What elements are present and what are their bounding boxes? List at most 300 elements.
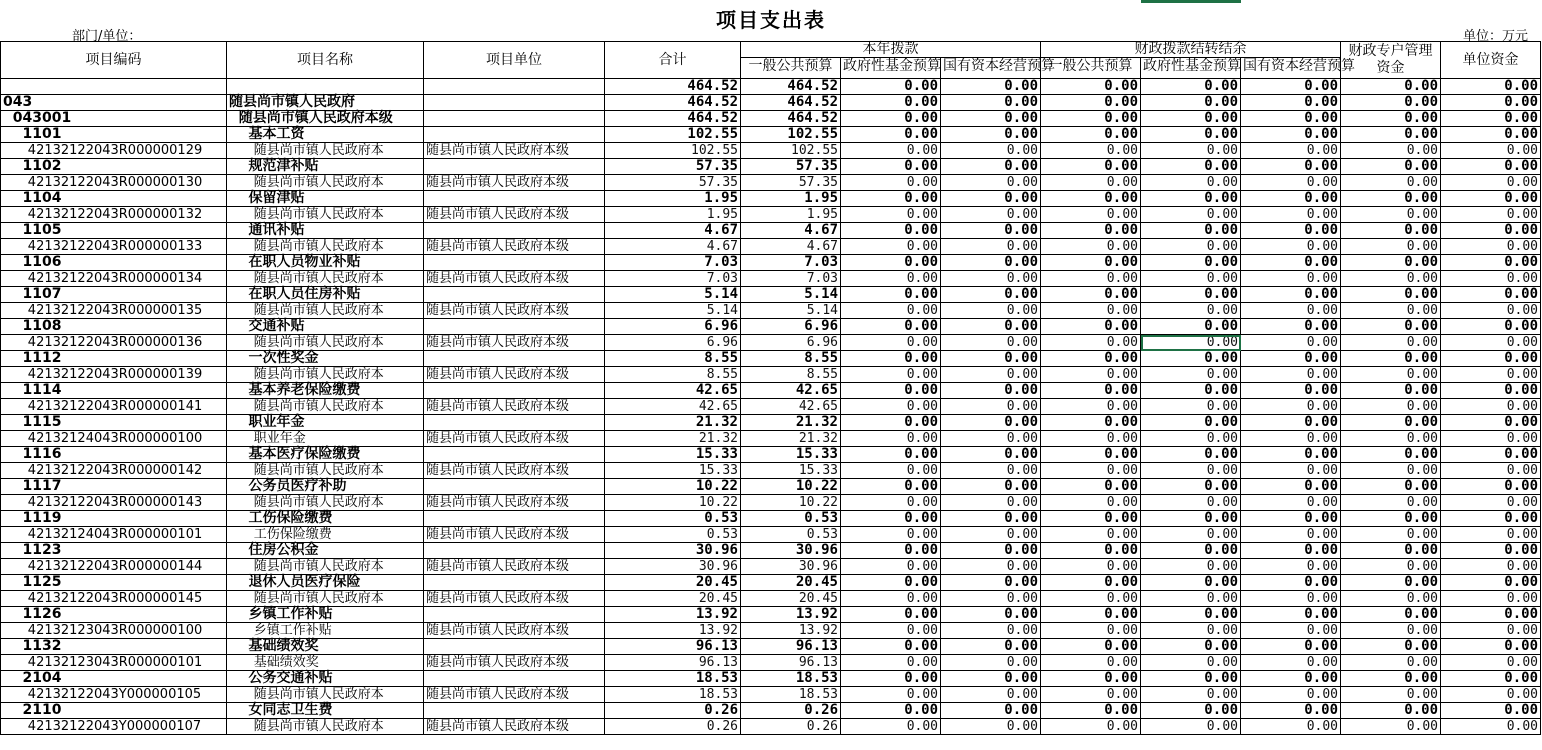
- cell-amount[interactable]: 0.00: [1041, 431, 1141, 447]
- cell-amount[interactable]: 5.14: [605, 303, 741, 319]
- cell-amount[interactable]: 0.00: [841, 511, 941, 527]
- cell-amount[interactable]: 0.00: [841, 671, 941, 687]
- cell-amount[interactable]: 0.00: [941, 495, 1041, 511]
- cell-amount[interactable]: 42.65: [741, 383, 841, 399]
- cell-amount[interactable]: 0.00: [841, 639, 941, 655]
- cell-project-code[interactable]: 1126: [1, 607, 227, 623]
- cell-amount[interactable]: 0.00: [1141, 511, 1241, 527]
- cell-amount[interactable]: 0.26: [605, 703, 741, 719]
- cell-project-code[interactable]: 2104: [1, 671, 227, 687]
- cell-amount[interactable]: 0.00: [1041, 575, 1141, 591]
- cell-project-name[interactable]: 公务交通补贴: [227, 671, 424, 687]
- cell-amount[interactable]: 0.00: [941, 559, 1041, 575]
- cell-project-unit[interactable]: 随县尚市镇人民政府本级: [424, 623, 605, 639]
- cell-project-unit[interactable]: [424, 191, 605, 207]
- cell-amount[interactable]: 20.45: [741, 575, 841, 591]
- cell-amount[interactable]: 0.00: [941, 463, 1041, 479]
- cell-amount[interactable]: 0.00: [1341, 479, 1441, 495]
- cell-amount[interactable]: 0.00: [941, 383, 1041, 399]
- cell-amount[interactable]: 4.67: [741, 223, 841, 239]
- cell-amount[interactable]: 57.35: [741, 175, 841, 191]
- cell-amount[interactable]: 0.00: [1041, 527, 1141, 543]
- cell-amount[interactable]: 0.00: [841, 223, 941, 239]
- cell-amount[interactable]: 0.00: [941, 511, 1041, 527]
- cell-amount[interactable]: 0.00: [1341, 527, 1441, 543]
- cell-amount[interactable]: 20.45: [605, 575, 741, 591]
- cell-amount[interactable]: 1.95: [741, 207, 841, 223]
- cell-amount[interactable]: 96.13: [605, 639, 741, 655]
- cell-project-code[interactable]: 1125: [1, 575, 227, 591]
- cell-amount[interactable]: 0.00: [941, 223, 1041, 239]
- cell-amount[interactable]: 0.00: [1141, 639, 1241, 655]
- cell-project-name[interactable]: 随县尚市镇人民政府本: [227, 719, 424, 735]
- cell-amount[interactable]: 0.00: [1041, 639, 1141, 655]
- cell-amount[interactable]: 30.96: [741, 559, 841, 575]
- cell-amount[interactable]: 0.00: [941, 639, 1041, 655]
- cell-project-name[interactable]: 随县尚市镇人民政府本: [227, 335, 424, 351]
- cell-amount[interactable]: 0.00: [1141, 703, 1241, 719]
- cell-amount[interactable]: 0.00: [1041, 223, 1141, 239]
- cell-amount[interactable]: 0.00: [841, 543, 941, 559]
- cell-project-name[interactable]: 女同志卫生费: [227, 703, 424, 719]
- cell-amount[interactable]: 0.00: [1441, 111, 1541, 127]
- cell-amount[interactable]: 0.00: [1041, 447, 1141, 463]
- cell-amount[interactable]: 5.14: [741, 303, 841, 319]
- cell-project-code[interactable]: 1112: [1, 351, 227, 367]
- cell-amount[interactable]: 30.96: [605, 543, 741, 559]
- cell-amount[interactable]: 15.33: [741, 447, 841, 463]
- cell-amount[interactable]: 0.00: [1041, 175, 1141, 191]
- cell-amount[interactable]: 0.00: [1241, 399, 1341, 415]
- cell-amount[interactable]: 0.00: [1341, 207, 1441, 223]
- cell-amount[interactable]: 0.00: [1141, 655, 1241, 671]
- cell-project-unit[interactable]: 随县尚市镇人民政府本级: [424, 207, 605, 223]
- cell-amount[interactable]: 0.00: [1041, 383, 1141, 399]
- cell-project-name[interactable]: 退休人员医疗保险: [227, 575, 424, 591]
- cell-amount[interactable]: 0.00: [1041, 591, 1141, 607]
- cell-amount[interactable]: 0.00: [1441, 687, 1541, 703]
- cell-amount[interactable]: 0.00: [1041, 655, 1141, 671]
- cell-project-code[interactable]: 1107: [1, 287, 227, 303]
- cell-project-name[interactable]: 随县尚市镇人民政府本: [227, 207, 424, 223]
- cell-amount[interactable]: 0.00: [1441, 383, 1541, 399]
- cell-amount[interactable]: 0.00: [941, 207, 1041, 223]
- cell-project-code[interactable]: 1114: [1, 383, 227, 399]
- cell-amount[interactable]: 0.00: [941, 623, 1041, 639]
- cell-project-unit[interactable]: [424, 415, 605, 431]
- cell-amount[interactable]: 21.32: [741, 431, 841, 447]
- cell-project-code[interactable]: 42132122043Y000000107: [1, 719, 227, 735]
- cell-project-unit[interactable]: [424, 287, 605, 303]
- cell-amount[interactable]: 0.00: [841, 719, 941, 735]
- cell-amount[interactable]: 0.00: [1041, 687, 1141, 703]
- cell-amount[interactable]: 0.00: [1041, 463, 1141, 479]
- cell-amount[interactable]: 0.00: [941, 351, 1041, 367]
- cell-amount[interactable]: 0.00: [1241, 175, 1341, 191]
- cell-amount[interactable]: 0.00: [841, 367, 941, 383]
- cell-project-name[interactable]: 随县尚市镇人民政府本: [227, 367, 424, 383]
- cell-amount[interactable]: 0.00: [1341, 351, 1441, 367]
- cell-project-unit[interactable]: 随县尚市镇人民政府本级: [424, 655, 605, 671]
- cell-amount[interactable]: 6.96: [741, 319, 841, 335]
- cell-amount[interactable]: 42.65: [605, 399, 741, 415]
- cell-project-name[interactable]: 乡镇工作补贴: [227, 623, 424, 639]
- cell-amount[interactable]: 0.00: [1141, 111, 1241, 127]
- cell-amount[interactable]: 0.00: [1041, 719, 1141, 735]
- header-general-public-budget[interactable]: 一般公共预算: [741, 58, 841, 79]
- cell-amount[interactable]: 0.00: [1041, 191, 1141, 207]
- cell-amount[interactable]: 0.00: [1041, 239, 1141, 255]
- cell-project-unit[interactable]: 随县尚市镇人民政府本级: [424, 239, 605, 255]
- cell-amount[interactable]: 96.13: [741, 655, 841, 671]
- cell-amount[interactable]: 21.32: [605, 431, 741, 447]
- cell-amount[interactable]: 0.00: [1241, 543, 1341, 559]
- cell-project-name[interactable]: 一次性奖金: [227, 351, 424, 367]
- cell-amount[interactable]: 0.00: [1341, 719, 1441, 735]
- cell-amount[interactable]: 96.13: [605, 655, 741, 671]
- cell-amount[interactable]: 0.00: [1241, 431, 1341, 447]
- cell-amount[interactable]: 0.00: [941, 655, 1041, 671]
- cell-amount[interactable]: 0.00: [1241, 223, 1341, 239]
- cell-project-name[interactable]: 随县尚市镇人民政府本: [227, 687, 424, 703]
- cell-amount[interactable]: 0.00: [1041, 271, 1141, 287]
- cell-amount[interactable]: 0.00: [841, 143, 941, 159]
- cell-amount[interactable]: 0.00: [1141, 255, 1241, 271]
- cell-amount[interactable]: 20.45: [605, 591, 741, 607]
- cell-amount[interactable]: 0.00: [1441, 671, 1541, 687]
- cell-project-name[interactable]: 基本医疗保险缴费: [227, 447, 424, 463]
- cell-amount[interactable]: 0.00: [841, 191, 941, 207]
- cell-project-unit[interactable]: [424, 607, 605, 623]
- cell-amount[interactable]: 0.00: [1441, 415, 1541, 431]
- cell-project-code[interactable]: 42132122043Y000000105: [1, 687, 227, 703]
- cell-amount[interactable]: 0.00: [941, 239, 1041, 255]
- cell-amount[interactable]: 0.00: [1041, 703, 1141, 719]
- cell-amount[interactable]: 0.00: [1241, 607, 1341, 623]
- cell-amount[interactable]: 0.00: [841, 399, 941, 415]
- cell-amount[interactable]: 0.00: [1141, 399, 1241, 415]
- cell-amount[interactable]: 0.00: [1441, 463, 1541, 479]
- cell-amount[interactable]: 0.00: [841, 271, 941, 287]
- cell-amount[interactable]: 0.00: [1141, 431, 1241, 447]
- cell-project-code[interactable]: 42132122043R000000133: [1, 239, 227, 255]
- cell-amount[interactable]: 0.00: [1441, 511, 1541, 527]
- cell-amount[interactable]: 7.03: [741, 255, 841, 271]
- cell-amount[interactable]: 0.00: [1341, 287, 1441, 303]
- cell-project-code[interactable]: 1102: [1, 159, 227, 175]
- cell-amount[interactable]: 57.35: [605, 175, 741, 191]
- cell-amount[interactable]: 102.55: [605, 143, 741, 159]
- cell-project-name[interactable]: 随县尚市镇人民政府本: [227, 559, 424, 575]
- cell-project-unit[interactable]: [424, 223, 605, 239]
- cell-amount[interactable]: 0.00: [1441, 159, 1541, 175]
- cell-amount[interactable]: 0.00: [1141, 463, 1241, 479]
- cell-amount[interactable]: 0.00: [1141, 591, 1241, 607]
- cell-project-name[interactable]: 随县尚市镇人民政府本: [227, 175, 424, 191]
- cell-amount[interactable]: 0.00: [1141, 623, 1241, 639]
- cell-project-name[interactable]: 通讯补贴: [227, 223, 424, 239]
- cell-amount[interactable]: 0.00: [941, 415, 1041, 431]
- cell-amount[interactable]: 0.00: [1041, 319, 1141, 335]
- cell-project-unit[interactable]: 随县尚市镇人民政府本级: [424, 367, 605, 383]
- cell-amount[interactable]: 0.00: [1441, 703, 1541, 719]
- cell-amount[interactable]: 0.00: [841, 607, 941, 623]
- cell-amount[interactable]: 0.00: [1341, 303, 1441, 319]
- cell-amount[interactable]: 0.00: [1441, 559, 1541, 575]
- cell-amount[interactable]: 0.00: [841, 127, 941, 143]
- cell-amount[interactable]: 10.22: [741, 479, 841, 495]
- cell-amount[interactable]: 8.55: [605, 367, 741, 383]
- cell-project-name[interactable]: 职业年金: [227, 415, 424, 431]
- cell-amount[interactable]: 0.00: [1441, 271, 1541, 287]
- cell-amount[interactable]: 0.00: [1141, 719, 1241, 735]
- cell-amount[interactable]: 0.00: [1441, 399, 1541, 415]
- cell-amount[interactable]: 0.00: [1041, 143, 1141, 159]
- cell-amount[interactable]: 0.00: [1341, 495, 1441, 511]
- cell-amount[interactable]: 0.53: [741, 511, 841, 527]
- cell-amount[interactable]: 464.52: [741, 79, 841, 95]
- cell-project-name[interactable]: 随县尚市镇人民政府: [227, 95, 424, 111]
- cell-project-code[interactable]: 1106: [1, 255, 227, 271]
- cell-project-name[interactable]: 随县尚市镇人民政府本: [227, 239, 424, 255]
- cell-amount[interactable]: 0.00: [1341, 367, 1441, 383]
- cell-amount[interactable]: 0.00: [941, 303, 1041, 319]
- cell-project-code[interactable]: 1104: [1, 191, 227, 207]
- header-current-year-allocation[interactable]: 本年拨款: [741, 42, 1041, 58]
- cell-amount[interactable]: 0.00: [1341, 687, 1441, 703]
- cell-amount[interactable]: 102.55: [741, 143, 841, 159]
- cell-amount[interactable]: 0.00: [1441, 351, 1541, 367]
- cell-amount[interactable]: 0.00: [1241, 495, 1341, 511]
- cell-amount[interactable]: 0.00: [1241, 319, 1341, 335]
- cell-project-name[interactable]: 随县尚市镇人民政府本: [227, 463, 424, 479]
- cell-amount[interactable]: 0.00: [941, 607, 1041, 623]
- cell-project-name[interactable]: 基本养老保险缴费: [227, 383, 424, 399]
- cell-amount[interactable]: 0.00: [1441, 239, 1541, 255]
- cell-project-name[interactable]: 工伤保险缴费: [227, 527, 424, 543]
- cell-amount[interactable]: 0.53: [741, 527, 841, 543]
- cell-project-unit[interactable]: [424, 671, 605, 687]
- cell-project-code[interactable]: 42132122043R000000134: [1, 271, 227, 287]
- cell-amount[interactable]: 15.33: [741, 463, 841, 479]
- cell-project-unit[interactable]: 随县尚市镇人民政府本级: [424, 495, 605, 511]
- cell-amount[interactable]: 0.00: [841, 559, 941, 575]
- cell-amount[interactable]: 42.65: [605, 383, 741, 399]
- cell-project-code[interactable]: 42132122043R000000136: [1, 335, 227, 351]
- cell-project-code[interactable]: 1108: [1, 319, 227, 335]
- cell-amount[interactable]: 8.55: [605, 351, 741, 367]
- cell-amount[interactable]: 0.00: [1341, 159, 1441, 175]
- cell-amount[interactable]: 102.55: [741, 127, 841, 143]
- cell-project-code[interactable]: 42132122043R000000130: [1, 175, 227, 191]
- cell-amount[interactable]: 0.00: [1041, 479, 1141, 495]
- header-total[interactable]: 合计: [605, 42, 741, 79]
- cell-project-unit[interactable]: [424, 543, 605, 559]
- cell-project-name[interactable]: 随县尚市镇人民政府本: [227, 591, 424, 607]
- cell-project-unit[interactable]: 随县尚市镇人民政府本级: [424, 335, 605, 351]
- cell-amount[interactable]: 0.00: [1241, 559, 1341, 575]
- header-special-account-funds[interactable]: 财政专户管理资金: [1341, 42, 1441, 79]
- cell-amount[interactable]: 0.00: [1441, 479, 1541, 495]
- cell-amount[interactable]: 0.00: [1341, 271, 1441, 287]
- cell-amount[interactable]: 0.00: [1441, 431, 1541, 447]
- cell-amount[interactable]: 0.00: [1341, 415, 1441, 431]
- cell-amount[interactable]: 8.55: [741, 351, 841, 367]
- cell-amount[interactable]: 0.53: [605, 511, 741, 527]
- cell-amount[interactable]: 0.00: [1241, 479, 1341, 495]
- cell-amount[interactable]: 18.53: [605, 687, 741, 703]
- cell-amount[interactable]: 0.00: [1341, 703, 1441, 719]
- cell-amount[interactable]: 0.00: [841, 319, 941, 335]
- cell-amount[interactable]: 18.53: [741, 671, 841, 687]
- cell-amount[interactable]: 0.00: [1141, 159, 1241, 175]
- cell-amount[interactable]: 57.35: [741, 159, 841, 175]
- cell-amount[interactable]: 0.00: [841, 351, 941, 367]
- cell-amount[interactable]: 0.00: [1241, 383, 1341, 399]
- cell-project-code[interactable]: 42132123043R000000100: [1, 623, 227, 639]
- cell-amount[interactable]: 0.00: [1341, 239, 1441, 255]
- cell-project-name[interactable]: 住房公积金: [227, 543, 424, 559]
- cell-project-name[interactable]: 交通补贴: [227, 319, 424, 335]
- cell-amount[interactable]: 0.26: [741, 719, 841, 735]
- cell-amount[interactable]: 7.03: [741, 271, 841, 287]
- cell-project-name[interactable]: 乡镇工作补贴: [227, 607, 424, 623]
- cell-amount[interactable]: 0.00: [1441, 207, 1541, 223]
- cell-amount[interactable]: 0.00: [941, 479, 1041, 495]
- cell-amount[interactable]: 0.00: [841, 575, 941, 591]
- cell-project-code[interactable]: 043: [1, 95, 227, 111]
- cell-project-name[interactable]: 基础绩效奖: [227, 655, 424, 671]
- header-carryover-state-capital-budget[interactable]: 国有资本经营预算: [1241, 58, 1341, 79]
- cell-amount[interactable]: 0.00: [1241, 335, 1341, 351]
- cell-amount[interactable]: 0.00: [941, 399, 1041, 415]
- cell-amount[interactable]: 0.00: [941, 575, 1041, 591]
- cell-amount[interactable]: 0.00: [1441, 655, 1541, 671]
- header-carryover-balance[interactable]: 财政拨款结转结余: [1041, 42, 1341, 58]
- cell-project-name[interactable]: 在职人员住房补贴: [227, 287, 424, 303]
- cell-amount[interactable]: 0.00: [1341, 95, 1441, 111]
- cell-amount[interactable]: 10.22: [605, 495, 741, 511]
- cell-project-unit[interactable]: [424, 255, 605, 271]
- cell-project-unit[interactable]: [424, 511, 605, 527]
- cell-project-code[interactable]: 42132124043R000000101: [1, 527, 227, 543]
- cell-project-unit[interactable]: 随县尚市镇人民政府本级: [424, 143, 605, 159]
- cell-amount[interactable]: 0.00: [1341, 175, 1441, 191]
- cell-amount[interactable]: 0.00: [1141, 367, 1241, 383]
- cell-project-code[interactable]: 42132123043R000000101: [1, 655, 227, 671]
- cell-amount[interactable]: 0.00: [1341, 591, 1441, 607]
- cell-amount[interactable]: 0.00: [1341, 463, 1441, 479]
- cell-amount[interactable]: 0.00: [841, 655, 941, 671]
- cell-amount[interactable]: 0.00: [941, 367, 1041, 383]
- cell-amount[interactable]: 0.00: [1341, 559, 1441, 575]
- cell-amount[interactable]: 13.92: [741, 623, 841, 639]
- cell-amount[interactable]: 0.00: [1241, 719, 1341, 735]
- cell-amount[interactable]: 102.55: [605, 127, 741, 143]
- cell-amount[interactable]: 0.00: [1241, 191, 1341, 207]
- cell-amount[interactable]: 0.00: [1041, 207, 1141, 223]
- cell-amount[interactable]: 0.00: [941, 335, 1041, 351]
- cell-amount[interactable]: 0.00: [1041, 559, 1141, 575]
- cell-amount[interactable]: 0.00: [841, 303, 941, 319]
- cell-amount[interactable]: 20.45: [741, 591, 841, 607]
- cell-amount[interactable]: 0.00: [1241, 415, 1341, 431]
- cell-amount[interactable]: 0.00: [841, 447, 941, 463]
- cell-amount[interactable]: 10.22: [605, 479, 741, 495]
- cell-amount[interactable]: 0.00: [841, 159, 941, 175]
- cell-amount[interactable]: 0.00: [1441, 495, 1541, 511]
- cell-project-name[interactable]: 随县尚市镇人民政府本: [227, 303, 424, 319]
- cell-project-code[interactable]: 2110: [1, 703, 227, 719]
- cell-project-name[interactable]: 随县尚市镇人民政府本: [227, 399, 424, 415]
- cell-amount[interactable]: 0.00: [1341, 335, 1441, 351]
- cell-amount[interactable]: 0.00: [941, 319, 1041, 335]
- cell-amount[interactable]: 0.00: [1041, 159, 1141, 175]
- cell-amount[interactable]: 0.00: [1241, 79, 1341, 95]
- cell-project-unit[interactable]: 随县尚市镇人民政府本级: [424, 719, 605, 735]
- cell-amount[interactable]: 0.00: [1041, 607, 1141, 623]
- cell-amount[interactable]: 0.00: [1041, 399, 1141, 415]
- cell-amount[interactable]: 0.00: [841, 687, 941, 703]
- header-carryover-general-public-budget[interactable]: 一般公共预算: [1041, 58, 1141, 79]
- cell-amount[interactable]: 0.00: [1041, 95, 1141, 111]
- cell-amount[interactable]: 0.00: [1241, 655, 1341, 671]
- cell-amount[interactable]: 0.00: [1441, 639, 1541, 655]
- cell-project-unit[interactable]: [424, 351, 605, 367]
- cell-amount[interactable]: 0.00: [1041, 255, 1141, 271]
- cell-amount[interactable]: 464.52: [741, 111, 841, 127]
- cell-project-code[interactable]: 1115: [1, 415, 227, 431]
- cell-amount[interactable]: 0.00: [841, 623, 941, 639]
- cell-amount[interactable]: 0.00: [941, 591, 1041, 607]
- cell-amount[interactable]: 0.00: [1441, 367, 1541, 383]
- cell-project-name[interactable]: 随县尚市镇人民政府本: [227, 495, 424, 511]
- cell-project-unit[interactable]: 随县尚市镇人民政府本级: [424, 591, 605, 607]
- cell-amount[interactable]: 0.00: [1041, 335, 1141, 351]
- cell-amount[interactable]: 0.00: [1341, 575, 1441, 591]
- cell-project-unit[interactable]: 随县尚市镇人民政府本级: [424, 527, 605, 543]
- cell-amount[interactable]: 21.32: [741, 415, 841, 431]
- cell-amount[interactable]: 0.00: [1041, 367, 1141, 383]
- cell-amount[interactable]: 0.00: [1441, 335, 1541, 351]
- cell-amount[interactable]: 0.00: [841, 335, 941, 351]
- cell-amount[interactable]: 0.00: [1141, 671, 1241, 687]
- cell-amount[interactable]: 0.00: [1141, 79, 1241, 95]
- cell-amount[interactable]: 0.00: [1241, 463, 1341, 479]
- cell-amount[interactable]: 0.00: [1141, 543, 1241, 559]
- cell-project-code[interactable]: 42132122043R000000141: [1, 399, 227, 415]
- cell-amount[interactable]: 0.00: [941, 127, 1041, 143]
- cell-project-code[interactable]: 1101: [1, 127, 227, 143]
- cell-amount[interactable]: 0.00: [1441, 191, 1541, 207]
- cell-amount[interactable]: 0.00: [1441, 575, 1541, 591]
- cell-project-unit[interactable]: [424, 111, 605, 127]
- cell-amount[interactable]: 0.00: [941, 143, 1041, 159]
- cell-amount[interactable]: 0.00: [1241, 303, 1341, 319]
- cell-amount[interactable]: 0.00: [1241, 111, 1341, 127]
- cell-amount[interactable]: 0.00: [1441, 127, 1541, 143]
- cell-amount[interactable]: 0.00: [1241, 127, 1341, 143]
- cell-amount[interactable]: 0.00: [841, 527, 941, 543]
- cell-amount[interactable]: 0.00: [941, 159, 1041, 175]
- cell-amount[interactable]: 0.00: [1141, 143, 1241, 159]
- cell-project-unit[interactable]: 随县尚市镇人民政府本级: [424, 463, 605, 479]
- cell-amount[interactable]: 0.00: [1341, 543, 1441, 559]
- cell-amount[interactable]: 0.00: [1341, 671, 1441, 687]
- cell-amount[interactable]: 0.00: [1241, 687, 1341, 703]
- cell-project-unit[interactable]: 随县尚市镇人民政府本级: [424, 399, 605, 415]
- cell-amount[interactable]: 0.00: [1041, 127, 1141, 143]
